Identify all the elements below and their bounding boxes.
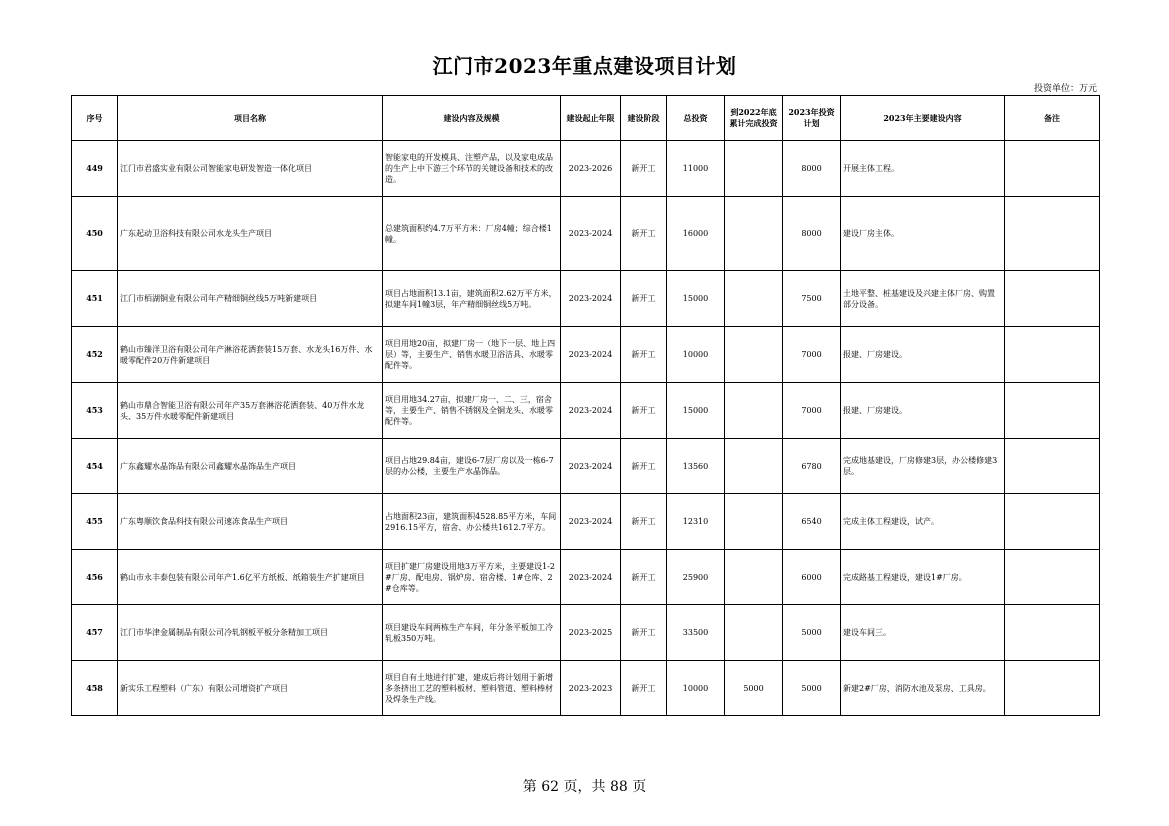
cell-plan2023: 6780 (783, 439, 841, 494)
cell-note (1005, 271, 1100, 327)
cell-total: 10000 (667, 327, 725, 383)
cell-note (1005, 605, 1100, 661)
cell-note (1005, 439, 1100, 494)
cell-name: 鹤山市鼎合智能卫浴有限公司年产35万套淋浴花洒套装、40万件水龙头、35万件水暖零配件新建项目 (118, 383, 383, 439)
cell-plan2023: 7500 (783, 271, 841, 327)
cell-name: 鹤山市臻洋卫浴有限公司年产淋浴花洒套装15万套、水龙头16万件、水暖零配件20万件新建项目 (118, 327, 383, 383)
cell-done2022 (725, 141, 783, 197)
cell-name: 新实乐工程塑料（广东）有限公司增资扩产项目 (118, 661, 383, 716)
cell-seq: 457 (72, 605, 118, 661)
cell-content: 总建筑面积约4.7万平方米：厂房4幢；综合楼1幢。 (383, 197, 561, 271)
cell-stage: 新开工 (621, 197, 667, 271)
cell-seq: 456 (72, 550, 118, 605)
table-row (72, 605, 1100, 661)
cell-stage: 新开工 (621, 661, 667, 716)
cell-main2023: 完成路基工程建设，建设1#厂房。 (841, 550, 1005, 605)
cell-plan2023: 6540 (783, 494, 841, 550)
cell-main2023: 土地平整、桩基建设及兴建主体厂房、购置部分设备。 (841, 271, 1005, 327)
cell-name: 广东起动卫浴科技有限公司水龙头生产项目 (118, 197, 383, 271)
cell-plan2023: 7000 (783, 383, 841, 439)
cell-note (1005, 494, 1100, 550)
cell-stage: 新开工 (621, 605, 667, 661)
table-row (72, 271, 1100, 327)
cell-seq: 455 (72, 494, 118, 550)
cell-plan2023: 7000 (783, 327, 841, 383)
cell-name: 江门市华津金属制品有限公司冷轧钢板平板分条精加工项目 (118, 605, 383, 661)
cell-seq: 450 (72, 197, 118, 271)
page-title: 江门市2023年重点建设项目计划 (432, 54, 737, 78)
cell-done2022 (725, 550, 783, 605)
cell-content: 项目扩建厂房建设用地3万平方米，主要建设1-2#厂房、配电房、锅炉房、宿舍楼、1#仓库、2#仓库等。 (383, 550, 561, 605)
header-seq: 序号 (72, 96, 118, 141)
header-main2023: 2023年主要建设内容 (841, 96, 1005, 141)
cell-done2022 (725, 605, 783, 661)
table-row (72, 383, 1100, 439)
cell-name: 江门市栢湖铜业有限公司年产精细铜丝线5万吨新建项目 (118, 271, 383, 327)
table-row (72, 661, 1100, 716)
cell-done2022 (725, 327, 783, 383)
cell-content: 项目自有土地进行扩建，建成后将计划用于新增多条挤出工艺的塑料板材、塑料管道、塑料棒材及焊条生产线。 (383, 661, 561, 716)
cell-done2022 (725, 197, 783, 271)
cell-note (1005, 383, 1100, 439)
cell-name: 广东鑫耀水晶饰品有限公司鑫耀水晶饰品生产项目 (118, 439, 383, 494)
cell-content: 项目用地20亩，拟建厂房一（地下一层、地上四层）等，主要生产、销售水暖卫浴洁具、水暖零配件等。 (383, 327, 561, 383)
cell-total: 12310 (667, 494, 725, 550)
cell-period: 2023-2024 (561, 494, 621, 550)
cell-seq: 453 (72, 383, 118, 439)
cell-seq: 449 (72, 141, 118, 197)
table-row (72, 550, 1100, 605)
cell-total: 11000 (667, 141, 725, 197)
cell-plan2023: 8000 (783, 141, 841, 197)
page-footer: 第 62 页，共 88 页 (522, 779, 647, 795)
table-row (72, 439, 1100, 494)
header-content: 建设内容及规模 (383, 96, 561, 141)
cell-total: 25900 (667, 550, 725, 605)
table-row (72, 327, 1100, 383)
header-done2022: 到2022年底累计完成投资 (725, 96, 783, 141)
cell-main2023: 报建、厂房建设。 (841, 327, 1005, 383)
cell-content: 项目占地29.84亩，建设6-7层厂房以及一栋6-7层的办公楼，主要生产水晶饰品。 (383, 439, 561, 494)
header-total: 总投资 (667, 96, 725, 141)
table-row (72, 494, 1100, 550)
cell-done2022: 5000 (725, 661, 783, 716)
cell-note (1005, 141, 1100, 197)
cell-done2022 (725, 494, 783, 550)
cell-plan2023: 6000 (783, 550, 841, 605)
cell-period: 2023-2024 (561, 550, 621, 605)
project-table (71, 95, 1100, 716)
cell-main2023: 建设厂房主体。 (841, 197, 1005, 271)
cell-main2023: 完成地基建设，厂房修建3层，办公楼修建3层。 (841, 439, 1005, 494)
table-row (72, 141, 1100, 197)
cell-period: 2023-2024 (561, 383, 621, 439)
cell-main2023: 完成主体工程建设，试产。 (841, 494, 1005, 550)
cell-content: 项目建设车间两栋生产车间，年分条平板加工冷轧板350万吨。 (383, 605, 561, 661)
cell-period: 2023-2023 (561, 661, 621, 716)
cell-period: 2023-2024 (561, 327, 621, 383)
cell-stage: 新开工 (621, 327, 667, 383)
cell-period: 2023-2024 (561, 197, 621, 271)
header-period: 建设起止年限 (561, 96, 621, 141)
cell-stage: 新开工 (621, 550, 667, 605)
cell-stage: 新开工 (621, 141, 667, 197)
cell-name: 广东粤顺饮食品科技有限公司速冻食品生产项目 (118, 494, 383, 550)
cell-main2023: 开展主体工程。 (841, 141, 1005, 197)
cell-stage: 新开工 (621, 494, 667, 550)
cell-main2023: 新建2#厂房、消防水池及泵房、工具房。 (841, 661, 1005, 716)
cell-done2022 (725, 439, 783, 494)
cell-total: 15000 (667, 383, 725, 439)
cell-main2023: 建设车间三。 (841, 605, 1005, 661)
cell-plan2023: 5000 (783, 661, 841, 716)
cell-total: 15000 (667, 271, 725, 327)
cell-period: 2023-2024 (561, 439, 621, 494)
cell-content: 项目占地面积13.1亩，建筑面积2.62万平方米，拟建车间1幢3层，年产精细铜丝线5万吨。 (383, 271, 561, 327)
cell-period: 2023-2025 (561, 605, 621, 661)
cell-note (1005, 661, 1100, 716)
cell-done2022 (725, 383, 783, 439)
cell-content: 项目用地34.27亩，拟建厂房一、二、三，宿舍等，主要生产、销售不锈钢及全铜龙头、水暖零配件等。 (383, 383, 561, 439)
cell-seq: 458 (72, 661, 118, 716)
cell-note (1005, 197, 1100, 271)
table-row (72, 197, 1100, 271)
cell-note (1005, 550, 1100, 605)
table-header-row (72, 96, 1100, 141)
unit-label: 投资单位：万元 (1033, 84, 1097, 94)
cell-total: 10000 (667, 661, 725, 716)
cell-total: 33500 (667, 605, 725, 661)
header-plan2023: 2023年投资计划 (783, 96, 841, 141)
cell-total: 13560 (667, 439, 725, 494)
cell-plan2023: 8000 (783, 197, 841, 271)
cell-name: 鹤山市永丰泰包装有限公司年产1.6亿平方纸板、纸箱装生产扩建项目 (118, 550, 383, 605)
cell-period: 2023-2026 (561, 141, 621, 197)
cell-total: 16000 (667, 197, 725, 271)
cell-done2022 (725, 271, 783, 327)
cell-stage: 新开工 (621, 271, 667, 327)
header-note: 备注 (1005, 96, 1100, 141)
cell-period: 2023-2024 (561, 271, 621, 327)
cell-seq: 452 (72, 327, 118, 383)
cell-seq: 454 (72, 439, 118, 494)
cell-seq: 451 (72, 271, 118, 327)
header-name: 项目名称 (118, 96, 383, 141)
cell-stage: 新开工 (621, 439, 667, 494)
cell-content: 智能家电的开发模具、注塑产品，以及家电成品的生产上中下游三个环节的关键设备和技术的改造。 (383, 141, 561, 197)
cell-plan2023: 5000 (783, 605, 841, 661)
header-stage: 建设阶段 (621, 96, 667, 141)
cell-name: 江门市君盛实业有限公司智能家电研发智造一体化项目 (118, 141, 383, 197)
cell-content: 占地面积23亩，建筑面积4528.85平方米，车间2916.15平方，宿舍、办公楼共1612.7平方。 (383, 494, 561, 550)
cell-note (1005, 327, 1100, 383)
cell-main2023: 报建、厂房建设。 (841, 383, 1005, 439)
cell-stage: 新开工 (621, 383, 667, 439)
